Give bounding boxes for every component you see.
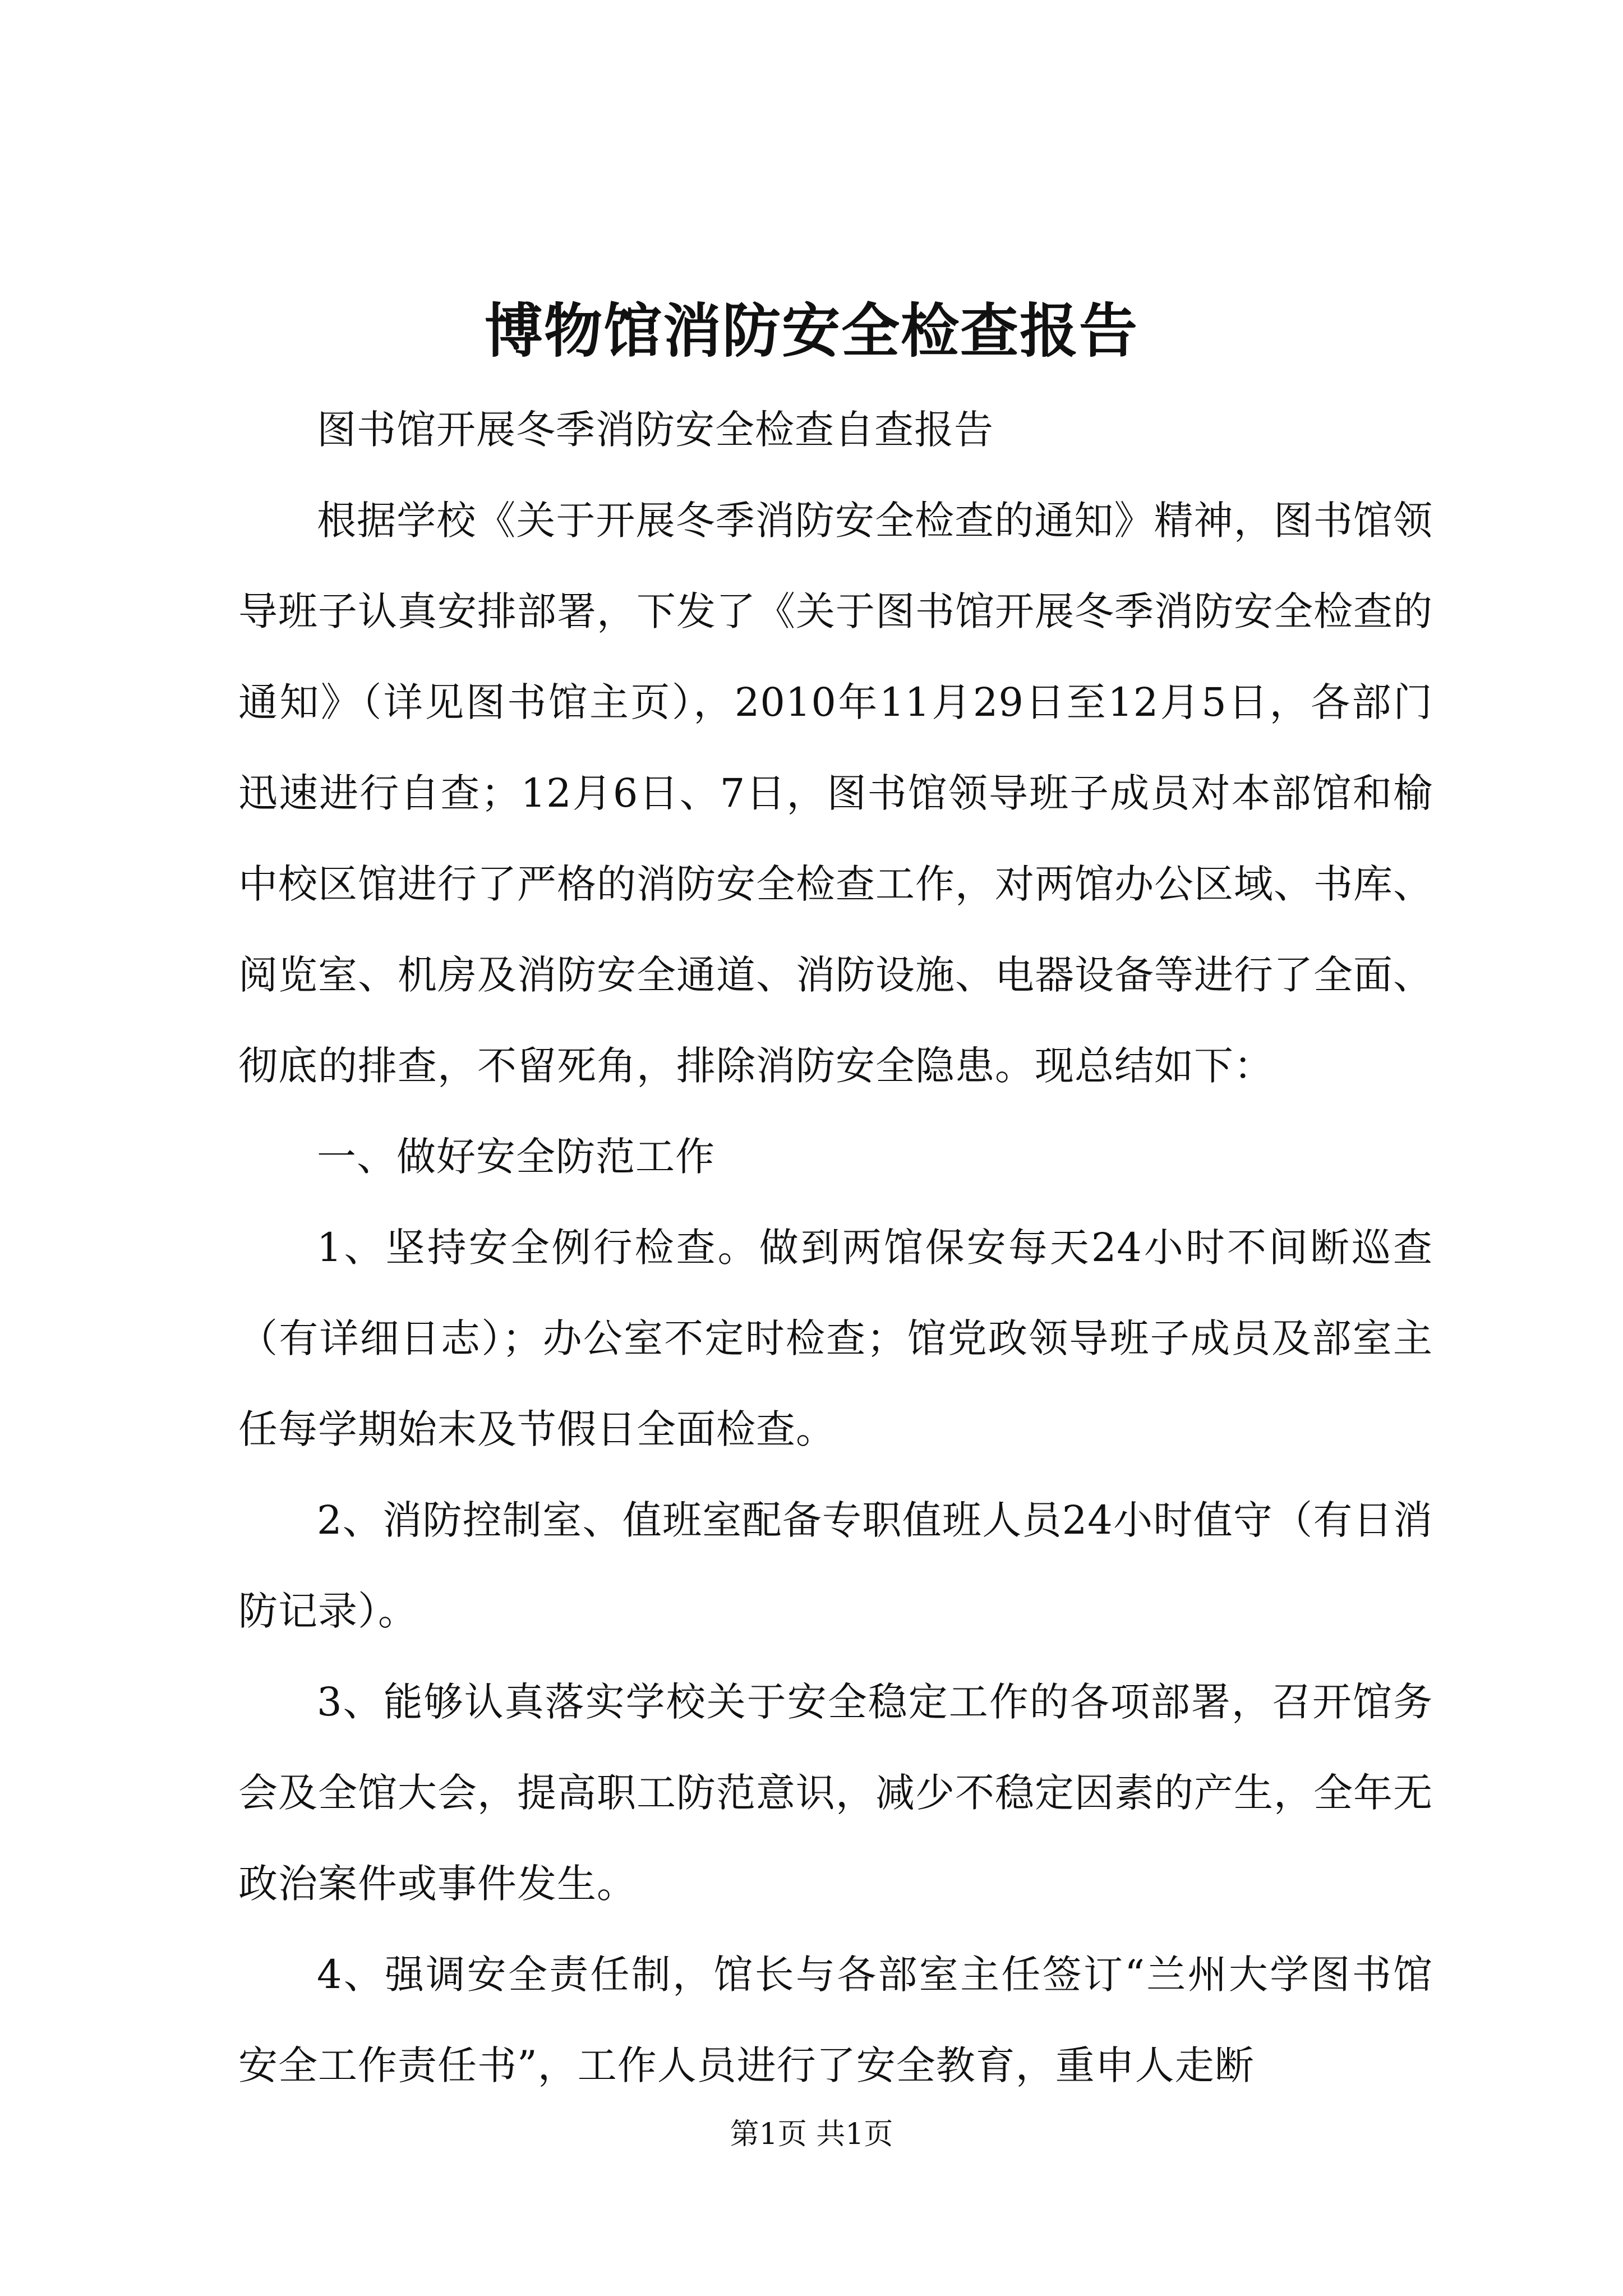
section-heading: 一、做好安全防范工作	[317, 1134, 715, 1180]
intro-paragraph: 根据学校《关于开展冬季消防安全检查的通知》精神，图书馆领导班子认真安排部署，下发了《关于图书馆开展冬季消防安全检查的通知》（详见图书馆主页），2010年11月29日至12月5日，各部门迅速进行自查；12月6日、7日，图书馆领导班子成员对本部馆和榆中校区馆进行了严格的消防安全检查工作，对两馆办公区域、书库、阅览室、机房及消防安全通道、消防设施、电器设备等进行了全面、彻底的排查，不留死角，排除消防安全隐患。现总结如下：	[238, 498, 1433, 1089]
item-paragraph-4: 4、强调安全责任制，馆长与各部室主任签订“兰州大学图书馆安全工作责任书”，工作人员进行了安全教育，重申人走断	[238, 1952, 1433, 2088]
page-footer: 第1页 共1页	[730, 2118, 893, 2151]
item-paragraph-1: 1、坚持安全例行检查。做到两馆保安每天24小时不间断巡查（有详细日志）；办公室不定时检查；馆党政领导班子成员及部室主任每学期始末及节假日全面检查。	[238, 1225, 1433, 1452]
document-title: 博物馆消防安全检查报告	[484, 296, 1138, 365]
item-paragraph-2: 2、消防控制室、值班室配备专职值班人员24小时值守（有日消防记录）。	[238, 1497, 1433, 1634]
item-paragraph-3: 3、能够认真落实学校关于安全稳定工作的各项部署，召开馆务会及全馆大会，提高职工防范意识，减少不稳定因素的产生，全年无政治案件或事件发生。	[238, 1679, 1433, 1907]
subtitle-paragraph: 图书馆开展冬季消防安全检查自查报告	[317, 407, 994, 453]
document-body	[238, 384, 1433, 2111]
